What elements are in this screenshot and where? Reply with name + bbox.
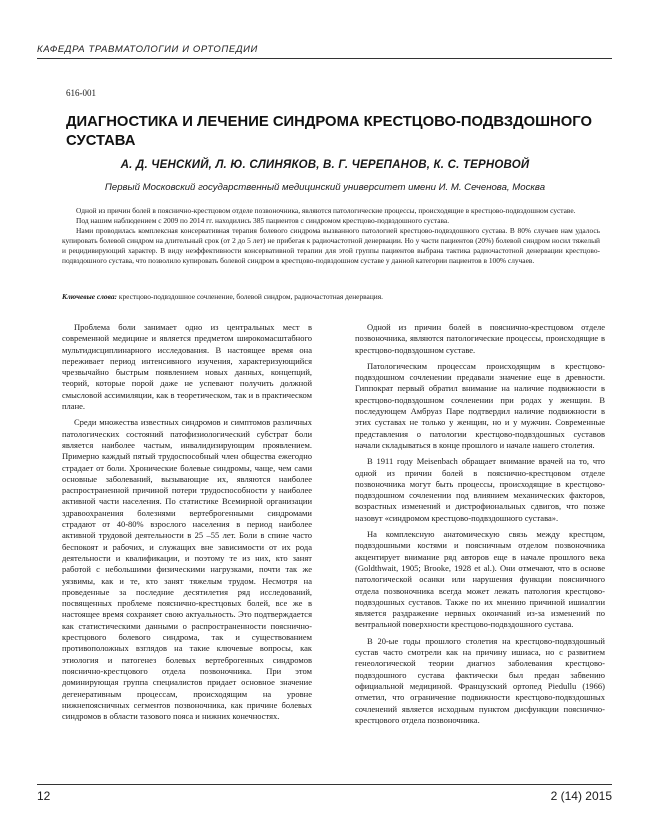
journal-section-header: КАФЕДРА ТРАВМАТОЛОГИИ И ОРТОПЕДИИ [37, 44, 258, 55]
body-paragraph: Проблема боли занимает одно из центральных мест в современной медицине и является предметом широкомасштабного мультидисциплинарного исследования. В настоящее время она переживает период интенсивного изучения, характеризующийся чрезвычайно быстрым появлением новых данных, концепций, теорий, которые порой даже не успевают получить должной смысловой ассимиляции, как в теоретическом, так и в практическом плане. [62, 322, 312, 412]
body-paragraph: Среди множества известных синдромов и симптомов различных патологических состояний патофизиологический субстрат боли является наиболее частым, инвалидизирующим проявлением. Примерно каждый пятый трудоспособный член общества ежегодно страдает от боли. Хронические болевые синдромы, чаще, чем сами основные заболеваний, вызывающие их, являются наиболее распространенной причиной потери трудоспособности у наиболее активной части населения. По статистике Всемирной организации здравоохранения болезнями вертеброгенными синдромами страдают от 40-80% взрослого населения в период наиболее активной трудовой деятельности в 25 –55 лет. Боли в спине часто беспокоят и рабочих, и служащих вне зависимости от их рода деятельности и квалификации, и поэтому те из них, кто занят работой с небольшими физическими нагрузками, почти так же уязвимы, как и те, кто занят тяжелым трудом. Несмотря на проведенные за последние десятилетия ряд исследований, посвященных проблеме пояснично-крестцовых болей, все же в настоящее время сохраняет свою актуальность. Это подтверждается как статистическими данными о распространенности пояснично-крестцового болевого синдрома, так и существованием противоположных взглядов на такие ключевые вопросы, как этиология и патогенез болевых вертеброгенных синдромов пояснично-крестцового отдела позвоночника. При этом доминирующая группа специалистов придает основное значение дегенеративным процессам, происходящим на уровне нижнепоясничных сегментов позвоночника, как причине болевых синдромов в области тазового пояса и нижних конечностях. [62, 417, 312, 722]
keywords-label: Ключевые слова: [62, 292, 117, 301]
keywords [62, 292, 600, 302]
page-number: 12 [37, 789, 51, 803]
body-column-right [355, 322, 605, 731]
abstract-paragraph: Под нашим наблюдением с 2009 по 2014 гг. находились 385 пациентов с синдромом крестцово-подвздошного сустава. [76, 216, 450, 225]
body-paragraph: На комплексную анатомическую связь между крестцом, подвздошными костями и поясничным отделом позвоночника акцентирует внимание ряд авторов еще в начале прошлого века (Goldthwait, 1905; Brooke, 1928 et al.). Они отмечают, что в основе патологической осанки или нарушения функции поясничного отдела позвоночника всегда может лежать патология крестцово-подвздошных суставов. Также по их мнению причиной ишиалгии является раздражение нервных окончаний из-за изменений по вентральной поверхности крестцово-подвздошного сустава. [355, 529, 605, 630]
body-paragraph: В 20-ые годы прошлого столетия на крестцово-подвздошный сустав часто смотрели как на причину ишиаса, но с развитием генеологической теории диагноз заболевания крестцово-подвздошного сустава фактически был предан забвению официальной медициной. Французский ортопед Piedullu (1966) отметил, что ограничение подвижности крестцово-подвздошных сочленений является исходным пунктом дисфункции пояснично-крестцового отдела позвоночника. [355, 635, 605, 725]
article-title: ДИАГНОСТИКА И ЛЕЧЕНИЕ СИНДРОМА КРЕСТЦОВО-ПОДВЗДОШНОГО СУСТАВА [66, 114, 592, 149]
body-paragraph: Патологическим процессам происходящим в крестцово-подвздошном сочленении предавали значение еще в древности. Гиппократ первый обратил внимание на наличие подвижности в крестцово-подвздошном сочленении при родах у женщин. В последующем Амбруаз Паре подтвердил наличие подвижности в этих суставах не только у женщин, но и у мужчин. Современные представления о патологии крестцово-подвздошных суставов начали складываться в конце прошлого и начале нашего столетия. [355, 360, 605, 450]
journal-issue: 2 (14) 2015 [550, 789, 612, 803]
article-udc-code: 616-001 [66, 88, 96, 98]
article-affiliation: Первый Московский государственный медицинский университет имени И. М. Сеченова, Москва [104, 182, 546, 193]
abstract [62, 206, 600, 266]
body-paragraph: В 1911 году Meisenbach обращает внимание врачей на то, что одной из причин болей в пояснично-крестцовом отделе позвоночника могут быть процессы, происходящие в крестцово-подвздошном сочленении под влиянием механических факторов, возрастных изменений и дистрофиональных сдвигов, что позже назовут «синдромом крестцово-подвздошного сустава». [355, 456, 605, 523]
header-divider [37, 58, 612, 59]
footer-divider [37, 784, 612, 785]
abstract-paragraph: Одной из причин болей в пояснично-крестцовом отделе позвоночника, являются патологические процессы, происходящие в крестцово-подвздошном суставе. [76, 206, 576, 215]
body-column-left [62, 322, 312, 727]
keywords-list: крестцово-подвздошное сочленение, болевой синдром, радиочастотная денервация. [117, 292, 383, 301]
abstract-paragraph: Нами проводилась комплексная консервативная терапия болевого синдрома вызванного патологией крестцово-подвздошного сустава. В 80% случаев нам удалось купировать болевой синдром на длительный срок (от 2 до 5 лет) не прибегая к радиочастотной денервации. Но у части пациентов (20%) болевой синдром носил тяжелый и рецидивирующий характер. В виду неэффективности консервативной терапии для этой группы пациентов выбрана тактика радиочастотной денервации крестцово-подвздошного сустава, что позволило купировать болевой синдром в крестцово-подвздошном суставе у данной категории пациентов в 100% случаев. [62, 226, 600, 265]
article-authors: А. Д. ЧЕНСКИЙ, Л. Ю. СЛИНЯКОВ, В. Г. ЧЕРЕПАНОВ, К. С. ТЕРНОВОЙ [120, 159, 530, 171]
body-paragraph: Одной из причин болей в пояснично-крестцовом отделе позвоночника, являются патологические процессы, происходящие в крестцово-подвздошном суставе. [355, 322, 605, 355]
